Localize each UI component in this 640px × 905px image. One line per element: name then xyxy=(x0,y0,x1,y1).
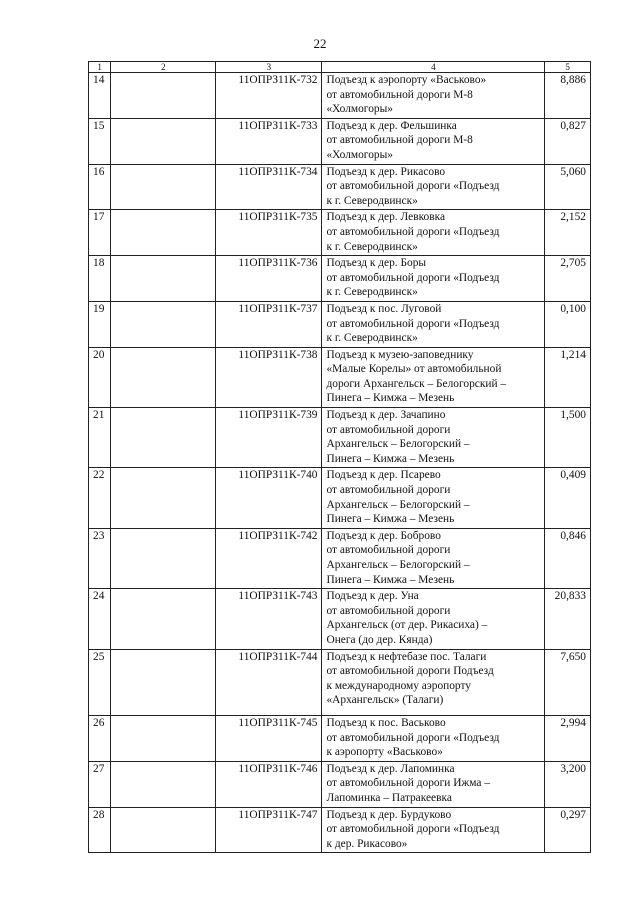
road-name-cell: Подъезд к музею-заповеднику «Малые Корелы» от автомобильной дороги Архангельск – Белогорский – Пинега – Кимжа – Мезень xyxy=(322,347,545,407)
table-row xyxy=(89,256,591,302)
row-number-cell: 22 xyxy=(89,468,111,528)
table-row xyxy=(89,210,591,256)
row-col2-cell xyxy=(111,589,216,649)
road-name-cell: Подъезд к пос. Васьково от автомобильной дороги «Подъезд к аэропорту «Васьково» xyxy=(322,715,545,761)
road-code-cell: 11ОПРЗ11К-738 xyxy=(216,347,322,407)
table-row xyxy=(89,761,591,807)
row-number-cell: 26 xyxy=(89,715,111,761)
road-name-cell: Подъезд к дер. Бурдуково от автомобильной дороги «Подъезд к дер. Рикасово» xyxy=(322,807,545,853)
table-row xyxy=(89,347,591,407)
row-col2-cell xyxy=(111,256,216,302)
header-col-1: 1 xyxy=(89,62,111,73)
road-length-cell: 0,409 xyxy=(545,468,591,528)
road-code-cell: 11ОПРЗ11К-747 xyxy=(216,807,322,853)
row-number-cell: 19 xyxy=(89,301,111,347)
row-number-cell: 21 xyxy=(89,408,111,468)
table-row xyxy=(89,807,591,853)
row-number-cell: 14 xyxy=(89,73,111,119)
row-number-cell: 20 xyxy=(89,347,111,407)
road-length-cell: 0,297 xyxy=(545,807,591,853)
header-col-3: 3 xyxy=(216,62,322,73)
road-name-cell: Подъезд к дер. Рикасово от автомобильной дороги «Подъезд к г. Северодвинск» xyxy=(322,164,545,210)
road-length-cell: 0,100 xyxy=(545,301,591,347)
roads-registry-table xyxy=(88,61,591,853)
road-name-cell: Подъезд к дер. Фельшинка от автомобильной дороги М-8 «Холмогоры» xyxy=(322,118,545,164)
table-row xyxy=(89,649,591,715)
road-name-cell: Подъезд к нефтебазе пос. Талаги от автомобильной дороги Подъезд к международному аэропорту «Архангельск» (Талаги) xyxy=(322,649,545,715)
road-length-cell: 8,886 xyxy=(545,73,591,119)
road-code-cell: 11ОПРЗ11К-742 xyxy=(216,528,322,588)
road-length-cell: 5,060 xyxy=(545,164,591,210)
row-col2-cell xyxy=(111,164,216,210)
header-col-5: 5 xyxy=(545,62,591,73)
row-col2-cell xyxy=(111,468,216,528)
row-number-cell: 17 xyxy=(89,210,111,256)
row-col2-cell xyxy=(111,761,216,807)
table-row xyxy=(89,468,591,528)
row-col2-cell xyxy=(111,715,216,761)
row-col2-cell xyxy=(111,528,216,588)
road-code-cell: 11ОПРЗ11К-744 xyxy=(216,649,322,715)
row-col2-cell xyxy=(111,649,216,715)
row-col2-cell xyxy=(111,301,216,347)
table-row xyxy=(89,589,591,649)
table-header-row xyxy=(89,62,591,73)
table-row xyxy=(89,715,591,761)
road-code-cell: 11ОПРЗ11К-732 xyxy=(216,73,322,119)
header-col-2: 2 xyxy=(111,62,216,73)
row-number-cell: 16 xyxy=(89,164,111,210)
row-col2-cell xyxy=(111,347,216,407)
road-code-cell: 11ОПРЗ11К-739 xyxy=(216,408,322,468)
road-name-cell: Подъезд к дер. Левковка от автомобильной дороги «Подъезд к г. Северодвинск» xyxy=(322,210,545,256)
road-code-cell: 11ОПРЗ11К-746 xyxy=(216,761,322,807)
row-col2-cell xyxy=(111,73,216,119)
road-length-cell: 1,500 xyxy=(545,408,591,468)
page-number: 22 xyxy=(313,36,327,51)
row-col2-cell xyxy=(111,210,216,256)
road-length-cell: 2,705 xyxy=(545,256,591,302)
road-length-cell: 2,152 xyxy=(545,210,591,256)
road-code-cell: 11ОПРЗ11К-734 xyxy=(216,164,322,210)
table-row xyxy=(89,73,591,119)
road-name-cell: Подъезд к пос. Луговой от автомобильной дороги «Подъезд к г. Северодвинск» xyxy=(322,301,545,347)
road-code-cell: 11ОПРЗ11К-737 xyxy=(216,301,322,347)
table-body xyxy=(89,73,591,853)
road-code-cell: 11ОПРЗ11К-743 xyxy=(216,589,322,649)
header-col-4: 4 xyxy=(322,62,545,73)
road-code-cell: 11ОПРЗ11К-736 xyxy=(216,256,322,302)
row-col2-cell xyxy=(111,408,216,468)
row-number-cell: 25 xyxy=(89,649,111,715)
road-name-cell: Подъезд к дер. Боброво от автомобильной дороги Архангельск – Белогорский – Пинега – Кимжа – Мезень xyxy=(322,528,545,588)
road-length-cell: 2,994 xyxy=(545,715,591,761)
road-length-cell: 20,833 xyxy=(545,589,591,649)
road-name-cell: Подъезд к аэропорту «Васьково» от автомобильной дороги М-8 «Холмогоры» xyxy=(322,73,545,119)
row-number-cell: 28 xyxy=(89,807,111,853)
road-length-cell: 3,200 xyxy=(545,761,591,807)
road-length-cell: 1,214 xyxy=(545,347,591,407)
row-number-cell: 27 xyxy=(89,761,111,807)
table-row xyxy=(89,301,591,347)
row-col2-cell xyxy=(111,807,216,853)
table-row xyxy=(89,118,591,164)
row-number-cell: 18 xyxy=(89,256,111,302)
road-name-cell: Подъезд к дер. Уна от автомобильной дороги Архангельск (от дер. Рикасиха) – Онега (до дер. Кянда) xyxy=(322,589,545,649)
road-name-cell: Подъезд к дер. Псарево от автомобильной дороги Архангельск – Белогорский – Пинега – Кимжа – Мезень xyxy=(322,468,545,528)
row-number-cell: 24 xyxy=(89,589,111,649)
road-length-cell: 7,650 xyxy=(545,649,591,715)
row-col2-cell xyxy=(111,118,216,164)
table-row xyxy=(89,528,591,588)
table-row xyxy=(89,164,591,210)
road-code-cell: 11ОПРЗ11К-740 xyxy=(216,468,322,528)
road-code-cell: 11ОПРЗ11К-733 xyxy=(216,118,322,164)
road-name-cell: Подъезд к дер. Боры от автомобильной дороги «Подъезд к г. Северодвинск» xyxy=(322,256,545,302)
road-name-cell: Подъезд к дер. Зачапино от автомобильной дороги Архангельск – Белогорский – Пинега – Кимжа – Мезень xyxy=(322,408,545,468)
road-code-cell: 11ОПРЗ11К-745 xyxy=(216,715,322,761)
road-length-cell: 0,846 xyxy=(545,528,591,588)
road-name-cell: Подъезд к дер. Лапоминка от автомобильной дороги Ижма – Лапоминка – Патракеевка xyxy=(322,761,545,807)
row-number-cell: 23 xyxy=(89,528,111,588)
row-number-cell: 15 xyxy=(89,118,111,164)
road-length-cell: 0,827 xyxy=(545,118,591,164)
road-code-cell: 11ОПРЗ11К-735 xyxy=(216,210,322,256)
table-row xyxy=(89,408,591,468)
